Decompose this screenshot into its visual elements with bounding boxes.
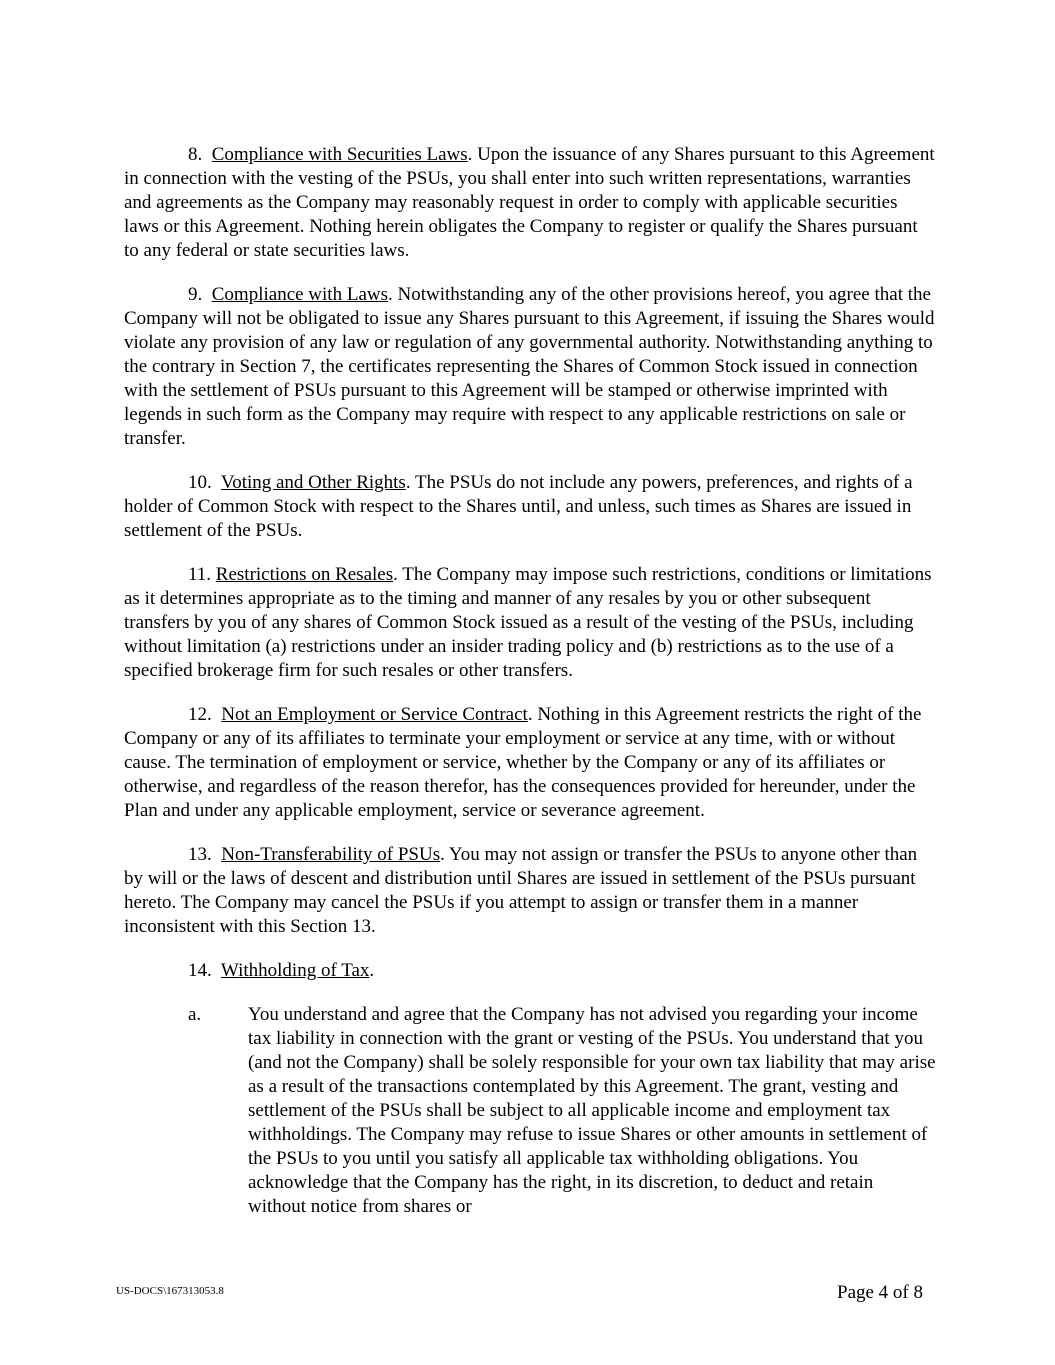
section-heading: Withholding of Tax (220, 960, 370, 981)
section-11-paragraph (124, 563, 936, 683)
section-heading: Compliance with Securities Laws (211, 144, 468, 165)
section-heading: Not an Employment or Service Contract (221, 704, 528, 725)
section-number: 13. (188, 844, 212, 865)
section-heading-tail: . (369, 960, 375, 981)
section-heading: Compliance with Laws (211, 284, 388, 305)
section-text: . Notwithstanding any of the other provisions hereof, you agree that the Company will not be obligated to issue any Shares pursuant to this Agreement, if issuing the Shares would violate any provision of any law or regulation of any governmental authority. Notwithstanding anything to the contrary in Section 7, the certificates representing the Shares of Common Stock issued in connection with the settlement of PSUs pursuant to this Agreement will be stamped or otherwise imprinted with legends in such form as the Company may require with respect to any applicable restrictions on sale or transfer. (124, 284, 935, 449)
section-10-paragraph (124, 471, 936, 543)
page-number: Page 4 of 8 (837, 1282, 924, 1303)
section-11 (124, 563, 936, 683)
section-8 (124, 143, 936, 263)
section-13 (124, 843, 936, 939)
section-text: . The Company may impose such restrictions, conditions or limitations as it determines appropriate as to the timing and manner of any resales by you or other subsequent transfers by you of any shares of Common Stock issued as a result of the vesting of the PSUs, including without limitation (a) restrictions under an insider trading policy and (b) restrictions as to the use of a specified brokerage firm for such resales or other transfers. (124, 564, 932, 681)
section-13-paragraph (124, 843, 936, 939)
subparagraph-marker: a. (188, 1004, 202, 1025)
section-number: 11. (188, 564, 212, 585)
section-9-paragraph (124, 283, 936, 451)
section-8-paragraph (124, 143, 936, 263)
section-number: 10. (188, 472, 212, 493)
subparagraph-text: You understand and agree that the Company has not advised you regarding your income tax liability in connection with the grant or vesting of the PSUs. You understand that you (and not the Company) shall be solely responsible for your own tax liability that may arise as a result of the transactions contemplated by this Agreement. The grant, vesting and settlement of the PSUs shall be subject to all applicable income and employment tax withholdings. The Company may refuse to issue Shares or other amounts in settlement of the PSUs to you until you satisfy all applicable tax withholding obligations. You acknowledge that the Company has the right, in its discretion, to deduct and retain without notice from shares or (248, 1004, 936, 1217)
section-heading: Restrictions on Resales (215, 564, 394, 585)
section-12-paragraph (124, 703, 936, 823)
section-number: 8. (188, 144, 203, 165)
section-number: 9. (188, 284, 203, 305)
section-heading: Non-Transferability of PSUs (221, 844, 441, 865)
section-9 (124, 283, 936, 451)
document-body (124, 143, 936, 1219)
section-number: 12. (188, 704, 212, 725)
document-id: US-DOCS\167313053.8 (116, 1285, 224, 1297)
section-text: . The PSUs do not include any powers, preferences, and rights of a holder of Common Stock with respect to the Shares until, and unless, such times as Shares are issued in settlement of the PSUs. (124, 472, 913, 541)
section-14-heading (124, 959, 936, 983)
section-text: . Upon the issuance of any Shares pursuant to this Agreement in connection with the vesting of the PSUs, you shall enter into such written representations, warranties and agreements as the Company may reasonably request in order to comply with applicable securities laws or this Agreement. Nothing herein obligates the Company to register or qualify the Shares pursuant to any federal or state securities laws. (124, 144, 935, 261)
section-text: . You may not assign or transfer the PSUs to anyone other than by will or the laws of descent and distribution until Shares are issued in settlement of the PSUs pursuant hereto. The Company may cancel the PSUs if you attempt to assign or transfer them in a manner inconsistent with this Section 13. (124, 844, 918, 937)
section-14-subparagraph-a (124, 1003, 936, 1219)
section-heading: Voting and Other Rights (220, 472, 406, 493)
section-number: 14. (188, 960, 212, 981)
section-10 (124, 471, 936, 543)
section-text: . Nothing in this Agreement restricts the right of the Company or any of its affiliates to terminate your employment or service at any time, with or without cause. The termination of employment or service, whether by the Company or any of its affiliates or otherwise, and regardless of the reason therefor, has the consequences provided for hereunder, under the Plan and under any applicable employment, service or severance agreement. (124, 704, 922, 821)
section-12 (124, 703, 936, 823)
